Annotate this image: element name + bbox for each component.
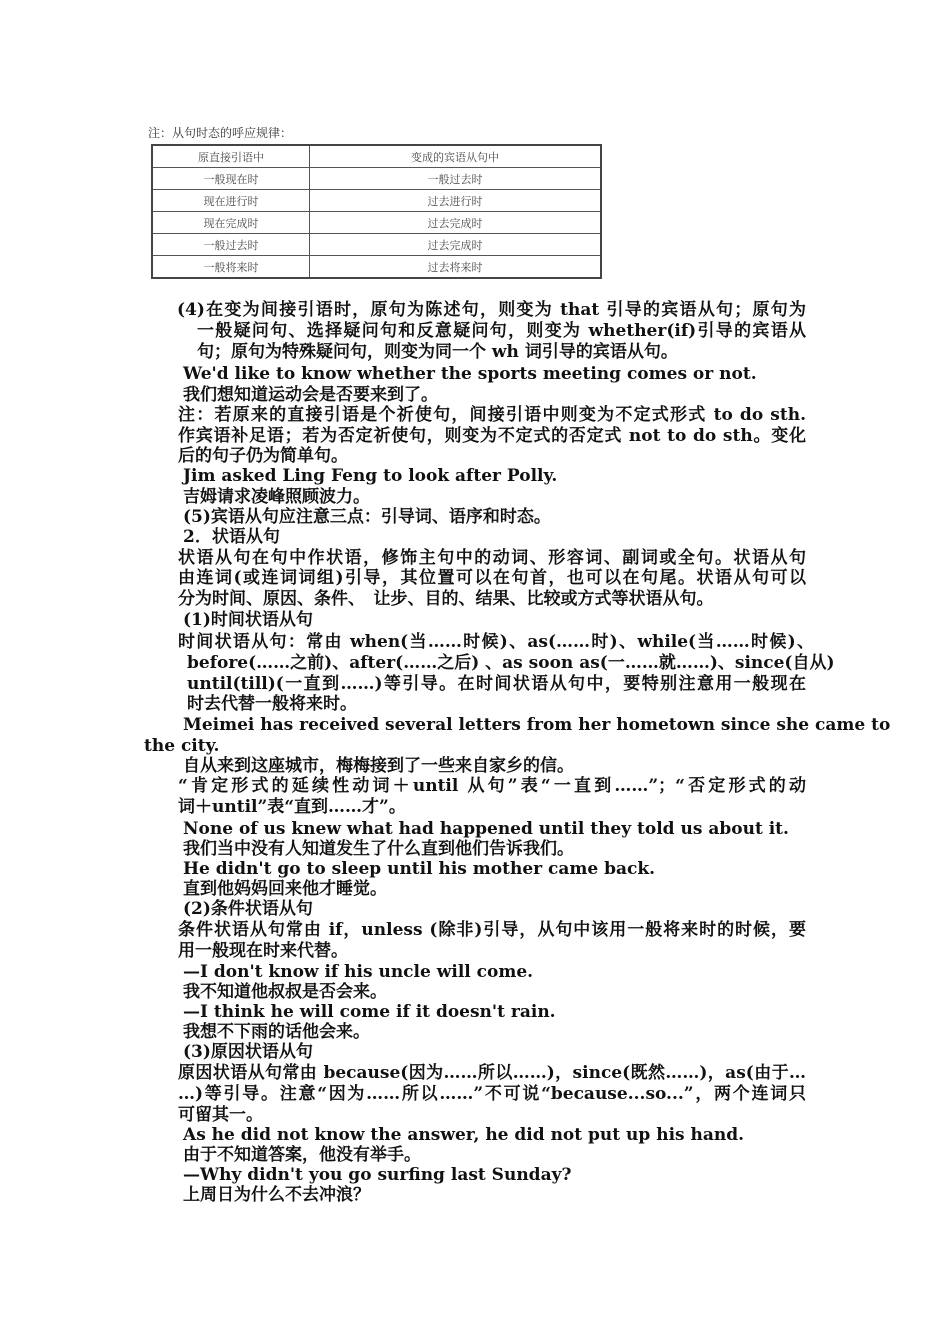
table-row (152, 234, 601, 256)
table-cell: 过去完成时 (310, 234, 602, 256)
text-line: 由连词(或连词词组)引导，其位置可以在句首，也可以在句尾。状语从句可以 (178, 568, 806, 588)
tense-correspondence-table (151, 144, 602, 279)
table-cell: 一般将来时 (152, 256, 310, 279)
example-sentence: —I think he will come if it doesn't rain. (183, 1002, 556, 1022)
text-line: 原因状语从句常由 because(因为……所以……)，since(既然……)，as(由于… (178, 1063, 806, 1083)
table-row (152, 212, 601, 234)
table-row (152, 256, 601, 279)
table-cell: 过去完成时 (310, 212, 602, 234)
text-line: before(……之前)、after(……之后) 、as soon as(一……就……)、since(自从) (187, 653, 835, 673)
table-cell: 过去进行时 (310, 190, 602, 212)
table-header-cell: 原直接引语中 (152, 145, 310, 168)
text-line: 后的句子仍为简单句。 (178, 446, 348, 466)
table-cell: 现在进行时 (152, 190, 310, 212)
example-sentence: None of us knew what had happened until they told us about it. (183, 819, 789, 839)
example-translation: 自从来到这座城市，梅梅接到了一些来自家乡的信。 (183, 756, 574, 776)
text-line: 条件状语从句常由 if，unless (除非)引导，从句中该用一般将来时的时候，要 (178, 920, 806, 940)
table-row (152, 190, 601, 212)
text-line: 状语从句在句中作状语，修饰主句中的动词、形容词、副词或全句。状语从句 (178, 548, 806, 568)
text-line: 句；原句为特殊疑问句，则变为同一个 wh 词引导的宾语从句。 (197, 342, 678, 362)
table-cell: 一般过去时 (152, 234, 310, 256)
table-note: 注：从句时态的呼应规律： (148, 126, 293, 140)
text-line: 可留其一。 (178, 1105, 263, 1125)
text-line: 时间状语从句：常由 when(当……时候)、as(……时)、while(当……时候)、 (178, 632, 814, 652)
text-line: 作宾语补足语；若为否定祈使句，则变为不定式的否定式 not to do sth。变化 (178, 426, 806, 446)
example-translation: 我们当中没有人知道发生了什么直到他们告诉我们。 (183, 839, 574, 859)
text-line: 一般疑问句、选择疑问句和反意疑问句，则变为 whether(if)引导的宾语从 (197, 321, 806, 341)
example-sentence: Meimei has received several letters from her hometown since she came to (183, 715, 891, 735)
example-translation: 上周日为什么不去冲浪？ (183, 1185, 370, 1205)
example-sentence: —Why didn't you go surfing last Sunday? (183, 1165, 572, 1185)
example-translation: 我想不下雨的话他会来。 (183, 1022, 370, 1042)
text-line: “肯定形式的延续性动词＋until 从句”表“一直到……”；“否定形式的动 (178, 776, 806, 796)
example-sentence: He didn't go to sleep until his mother came back. (183, 859, 656, 879)
text-line: (4)在变为间接引语时，原句为陈述句，则变为 that 引导的宾语从句；原句为 (177, 300, 806, 320)
section-heading: 2．状语从句 (183, 527, 280, 547)
subsection-heading: (2)条件状语从句 (183, 899, 313, 919)
example-translation: 由于不知道答案，他没有举手。 (183, 1145, 421, 1165)
table-cell: 过去将来时 (310, 256, 602, 279)
text-line: until(till)(一直到……)等引导。在时间状语从句中，要特别注意用一般现在 (187, 674, 806, 694)
text-line: 时去代替一般将来时。 (187, 694, 357, 714)
table-header-cell: 变成的宾语从句中 (310, 145, 602, 168)
table-row (152, 168, 601, 190)
table-cell: 一般现在时 (152, 168, 310, 190)
example-translation: 直到他妈妈回来他才睡觉。 (183, 879, 387, 899)
text-line: 用一般现在时来代替。 (178, 941, 348, 961)
example-sentence: As he did not know the answer, he did not put up his hand. (183, 1125, 745, 1145)
subsection-heading: (1)时间状语从句 (183, 610, 313, 630)
text-line: …)等引导。注意“因为……所以……”不可说“because...so...”，两个连词只 (178, 1084, 806, 1104)
table-cell: 现在完成时 (152, 212, 310, 234)
text-line: 词＋until”表“直到……才”。 (178, 797, 406, 817)
text-line: (5)宾语从句应注意三点：引导词、语序和时态。 (183, 507, 551, 527)
text-line: 注：若原来的直接引语是个祈使句，间接引语中则变为不定式形式 to do sth. (178, 405, 806, 425)
example-sentence: We'd like to know whether the sports meeting comes or not. (183, 364, 757, 384)
text-line: 分为时间、原因、条件、 让步、目的、结果、比较或方式等状语从句。 (178, 589, 714, 609)
example-translation: 我不知道他叔叔是否会来。 (183, 982, 387, 1002)
example-translation: 我们想知道运动会是否要来到了。 (183, 385, 438, 405)
table-header-row (152, 145, 601, 168)
subsection-heading: (3)原因状语从句 (183, 1042, 313, 1062)
example-sentence: the city. (144, 736, 220, 756)
example-translation: 吉姆请求凌峰照顾波力。 (183, 487, 370, 507)
table-cell: 一般过去时 (310, 168, 602, 190)
example-sentence: Jim asked Ling Feng to look after Polly. (183, 466, 558, 486)
example-sentence: —I don't know if his uncle will come. (183, 962, 534, 982)
